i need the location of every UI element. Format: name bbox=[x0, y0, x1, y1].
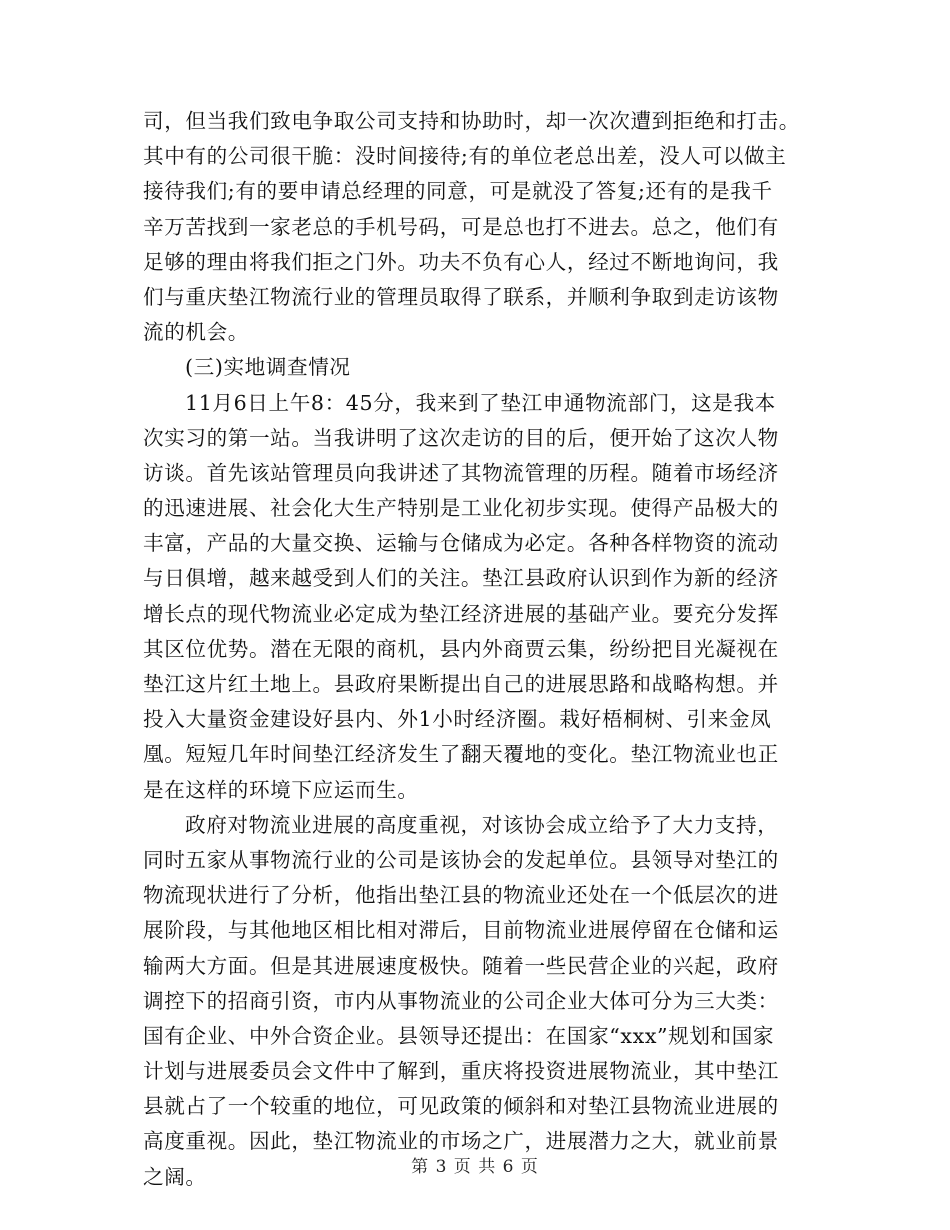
text-line: 凰。短短几年时间垫江经济发生了翻天覆地的变化。垫江物流业也正 bbox=[143, 742, 779, 767]
text-line: (三)实地调查情况 bbox=[185, 355, 351, 380]
text-line: 次实习的第一站。当我讲明了这次走访的目的后，便开始了这次人物 bbox=[143, 425, 779, 450]
text-line: 增长点的现代物流业必定成为垫江经济进展的基础产业。要充分发挥 bbox=[143, 601, 779, 626]
text-line: 其中有的公司很干脆：没时间接待;有的单位老总出差，没人可以做主 bbox=[143, 144, 787, 169]
text-line: 足够的理由将我们拒之门外。功夫不负有心人，经过不断地询问，我 bbox=[143, 249, 779, 274]
text-line: 之阔。 bbox=[143, 1164, 207, 1189]
text-line: 与日俱增，越来越受到人们的关注。垫江县政府认识到作为新的经济 bbox=[143, 566, 779, 591]
text-line: 调控下的招商引资，市内从事物流业的公司企业大体可分为三大类： bbox=[143, 988, 779, 1013]
text-line: 的迅速进展、社会化大生产特别是工业化初步实现。使得产品极大的 bbox=[143, 496, 779, 521]
text-line: 政府对物流业进展的高度重视，对该协会成立给予了大力支持， bbox=[185, 812, 779, 837]
text-line: 丰富，产品的大量交换、运输与仓储成为必定。各种各样物资的流动 bbox=[143, 531, 779, 556]
text-line: 输两大方面。但是其进展速度极快。随着一些民营企业的兴起，政府 bbox=[143, 953, 779, 978]
text-line: 投入大量资金建设好县内、外1小时经济圈。栽好梧桐树、引来金凤 bbox=[143, 707, 772, 732]
text-line: 流的机会。 bbox=[143, 320, 249, 345]
text-line: 物流现状进行了分析，他指出垫江县的物流业还处在一个低层次的进 bbox=[143, 883, 779, 908]
text-line: 垫江这片红土地上。县政府果断提出自己的进展思路和战略构想。并 bbox=[143, 672, 779, 696]
text-line: 们与重庆垫江物流行业的管理员取得了联系，并顺利争取到走访该物 bbox=[143, 284, 779, 309]
text-line: 县就占了一个较重的地位，可见政策的倾斜和对垫江县物流业进展的 bbox=[143, 1094, 779, 1119]
text-line: 11月6日上午8：45分，我来到了垫江申通物流部门，这是我本 bbox=[185, 390, 776, 415]
body-text bbox=[143, 104, 815, 1195]
text-line: 接待我们;有的要申请总经理的同意，可是就没了答复;还有的是我千 bbox=[143, 179, 773, 204]
text-line: 计划与进展委员会文件中了解到，重庆将投资进展物流业，其中垫江 bbox=[143, 1059, 779, 1084]
text-line: 同时五家从事物流行业的公司是该协会的发起单位。县领导对垫江的 bbox=[143, 847, 779, 872]
text-line: 展阶段，与其他地区相比相对滞后，目前物流业进展停留在仓储和运 bbox=[143, 918, 779, 943]
page-footer: 第 3 页 共 6 页 bbox=[411, 1157, 539, 1177]
text-line: 访谈。首先该站管理员向我讲述了其物流管理的历程。随着市场经济 bbox=[143, 460, 779, 485]
text-line: 国有企业、中外合资企业。县领导还提出：在国家“xxx”规划和国家 bbox=[143, 1023, 775, 1048]
text-line: 是在这样的环境下应运而生。 bbox=[143, 777, 419, 802]
text-line: 其区位优势。潜在无限的商机，县内外商贾云集，纷纷把目光凝视在 bbox=[143, 636, 779, 661]
text-line: 高度重视。因此，垫江物流业的市场之广，进展潜力之大，就业前景 bbox=[143, 1129, 779, 1154]
text-line: 司，但当我们致电争取公司支持和协助时，却一次次遭到拒绝和打击。 bbox=[143, 109, 801, 133]
text-line: 辛万苦找到一家老总的手机号码，可是总也打不进去。总之，他们有 bbox=[143, 214, 779, 239]
